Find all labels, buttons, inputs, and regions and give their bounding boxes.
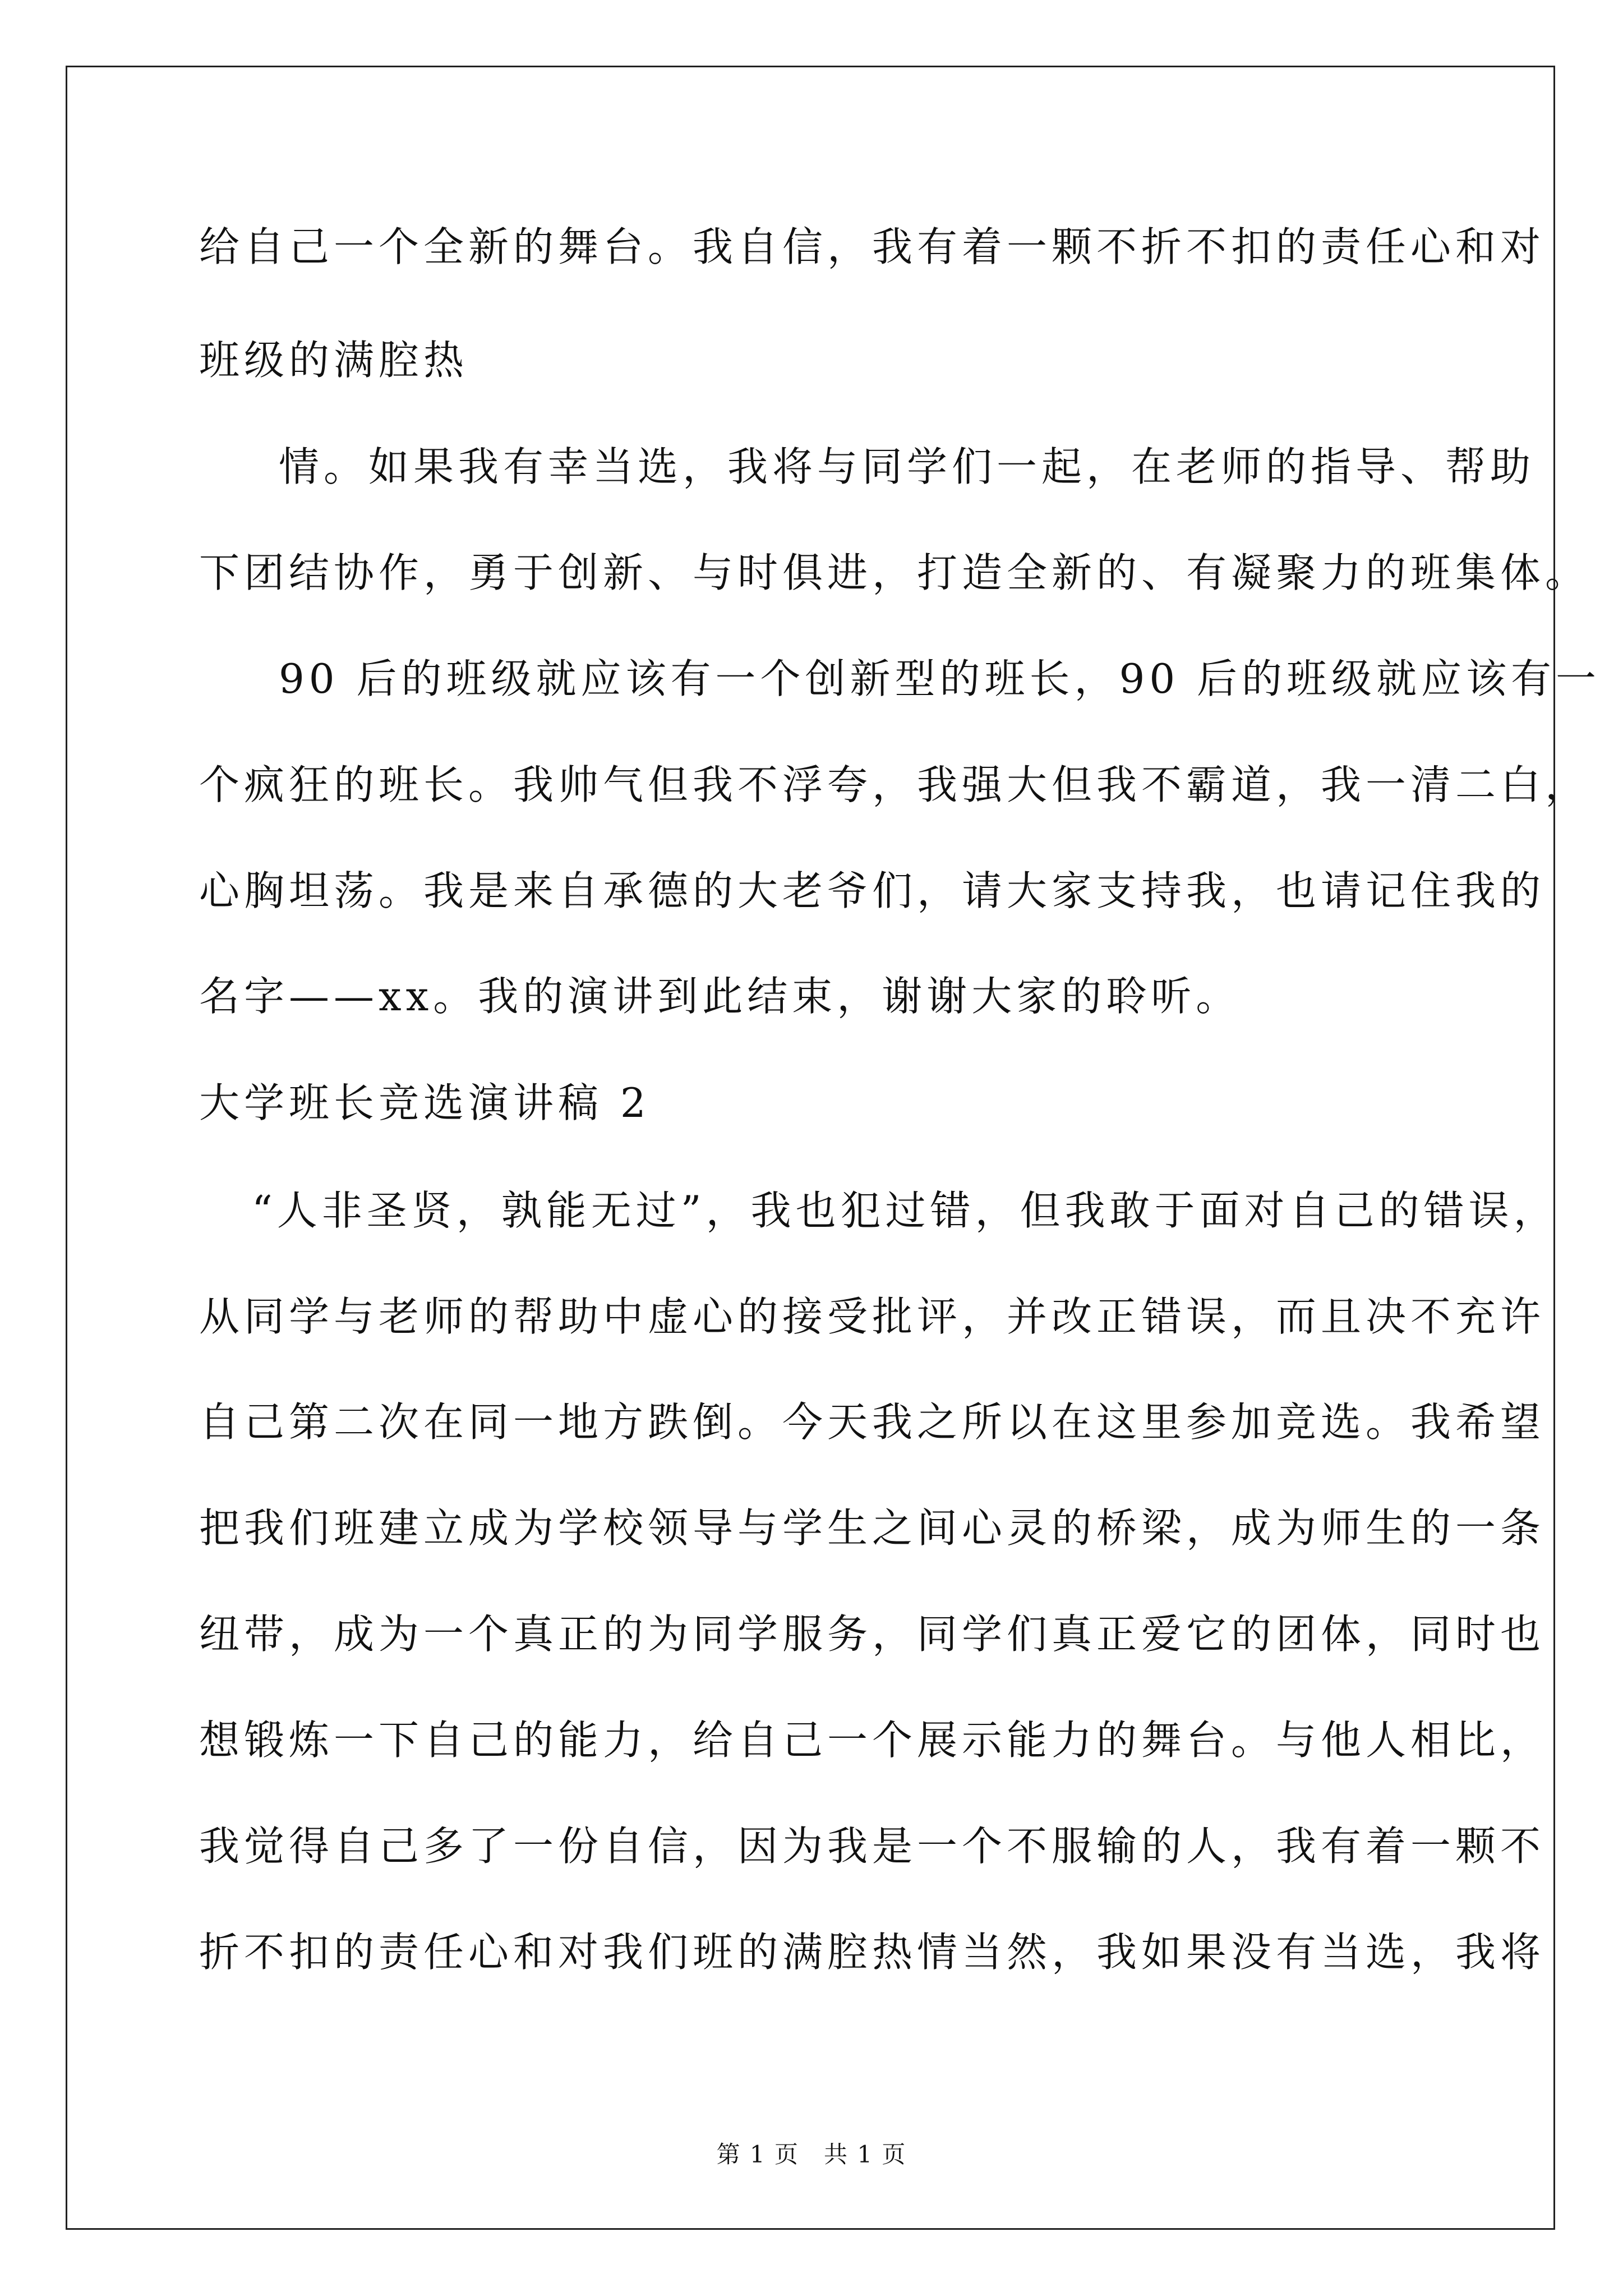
text-line: 班级的满腔热 (199, 337, 469, 384)
text-line: 给自己一个全新的舞台。我自信，我有着一颗不折不扣的责任心和对 (199, 223, 1546, 270)
text-line: 折不扣的责任心和对我们班的满腔热情当然，我如果没有当选，我将 (199, 1929, 1546, 1976)
page-number-footer: 第 1 页 共 1 页 (716, 2141, 907, 2168)
text-line: 自己第二次在同一地方跌倒。今天我之所以在这里参加竞选。我希望 (199, 1398, 1546, 1446)
section-heading: 大学班长竞选演讲稿 2 (199, 1079, 651, 1126)
text-line: 纽带，成为一个真正的为同学服务，同学们真正爱它的团体，同时也 (199, 1611, 1546, 1658)
text-line: 名字——xx。我的演讲到此结束，谢谢大家的聆听。 (199, 973, 1241, 1020)
text-line: 个疯狂的班长。我帅气但我不浮夸，我强大但我不霸道，我一清二白， (199, 761, 1590, 808)
text-line: 90 后的班级就应该有一个创新型的班长，90 后的班级就应该有一 (279, 655, 1601, 702)
text-line: 从同学与老师的帮助中虚心的接受批评，并改正错误，而且决不充许 (199, 1293, 1546, 1340)
page-border (66, 66, 1555, 2230)
text-line: “人非圣贤，孰能无过”，我也犯过错，但我敢于面对自己的错误， (252, 1187, 1559, 1234)
text-line: 情。如果我有幸当选，我将与同学们一起，在老师的指导、帮助 (279, 443, 1536, 490)
text-line: 想锻炼一下自己的能力，给自己一个展示能力的舞台。与他人相比， (199, 1717, 1546, 1764)
text-line: 心胸坦荡。我是来自承德的大老爷们，请大家支持我，也请记住我的 (199, 867, 1546, 914)
text-line: 下团结协作，勇于创新、与时俱进，打造全新的、有凝聚力的班集体。 (199, 549, 1590, 596)
text-line: 把我们班建立成为学校领导与学生之间心灵的桥梁，成为师生的一条 (199, 1504, 1546, 1552)
text-line: 我觉得自己多了一份自信，因为我是一个不服输的人，我有着一颗不 (199, 1823, 1546, 1870)
